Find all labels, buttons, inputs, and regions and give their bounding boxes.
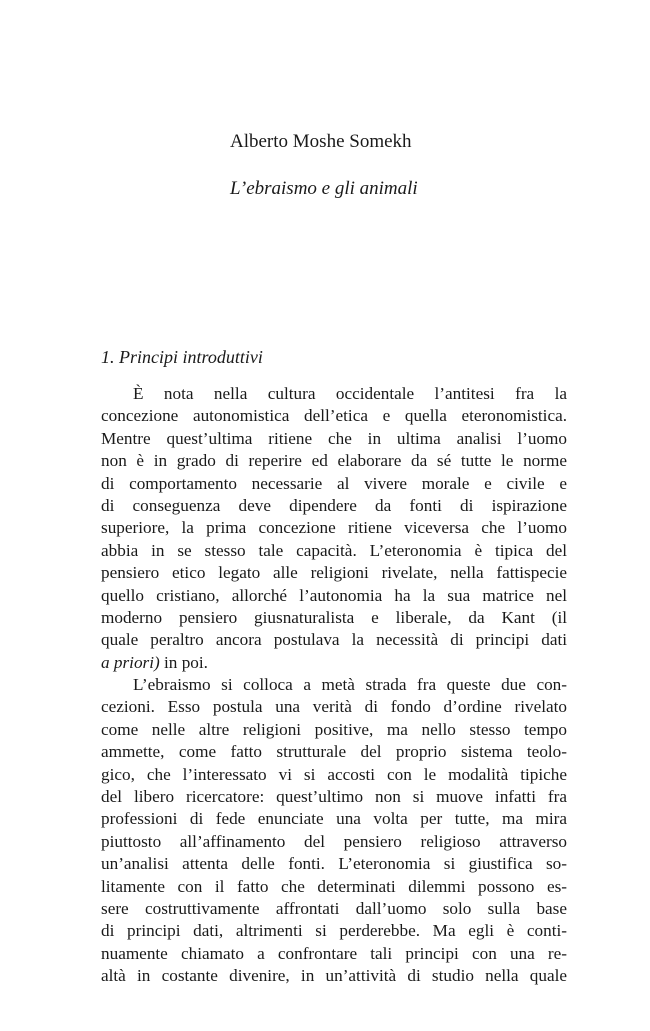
text-line: abbia in se stesso tale capacità. L’eteronomia è tipica del [101, 540, 567, 560]
text-line: di principi dati, altrimenti si perderebbe. Ma egli è conti- [101, 921, 567, 941]
text-line: professioni di fede enunciate una volta per tutte, ma mira [101, 809, 567, 829]
text-line: pensiero etico legato alle religioni rivelate, nella fattispecie [101, 563, 567, 583]
text-line: moderno pensiero giusnaturalista e liberale, da Kant (il [101, 607, 567, 627]
text-fragment: in poi. [159, 652, 208, 672]
text-line [101, 652, 567, 674]
text-line: di comportamento necessarie al vivere morale e civile e [101, 473, 567, 493]
italic-phrase: a priori) [101, 652, 160, 672]
text-line: litamente con il fatto che determinati dilemmi possono es- [101, 876, 567, 896]
text-line: superiore, la prima concezione ritiene viceversa che l’uomo [101, 518, 567, 538]
text-line: gico, che l’interessato vi si accosti con le modalità tipiche [101, 764, 567, 784]
text-line: ammette, come fatto strutturale del proprio sistema teolo- [101, 742, 567, 762]
body-text [101, 383, 567, 988]
author-name: Alberto Moshe Somekh [230, 131, 412, 152]
text-line: piuttosto all’affinamento del pensiero religioso attraverso [101, 831, 567, 851]
text-line: quello cristiano, allorché l’autonomia ha la sua matrice nel [101, 585, 567, 605]
text-line: altà in costante divenire, in un’attività di studio nella quale [101, 966, 567, 986]
chapter-title: L’ebraismo e gli animali [230, 178, 418, 199]
section-heading: 1. Principi introduttivi [101, 347, 263, 367]
text-line: di conseguenza deve dipendere da fonti di ispirazione [101, 495, 567, 515]
text-line: nuamente chiamato a confrontare tali principi con una re- [101, 943, 567, 963]
text-line: del libero ricercatore: quest’ultimo non si muove infatti fra [101, 787, 567, 807]
text-line: un’analisi attenta delle fonti. L’eteronomia si giustifica so- [101, 854, 567, 874]
text-line: sere costruttivamente affrontati dall’uomo solo sulla base [101, 898, 567, 918]
text-line: non è in grado di reperire ed elaborare da sé tutte le norme [101, 451, 567, 471]
text-line: È nota nella cultura occidentale l’antitesi fra la [133, 384, 567, 403]
text-line: L’ebraismo si colloca a metà strada fra queste due con- [133, 675, 567, 695]
text-line: Mentre quest’ultima ritiene che in ultima analisi l’uomo [101, 428, 567, 448]
text-line: come nelle altre religioni positive, ma nello stesso tempo [101, 719, 567, 739]
text-line: cezioni. Esso postula una verità di fondo d’ordine rivelato [101, 697, 567, 717]
text-line: quale peraltro ancora postulava la necessità di principi dati [101, 630, 567, 650]
text-line: concezione autonomistica dell’etica e quella eteronomistica. [101, 406, 567, 426]
